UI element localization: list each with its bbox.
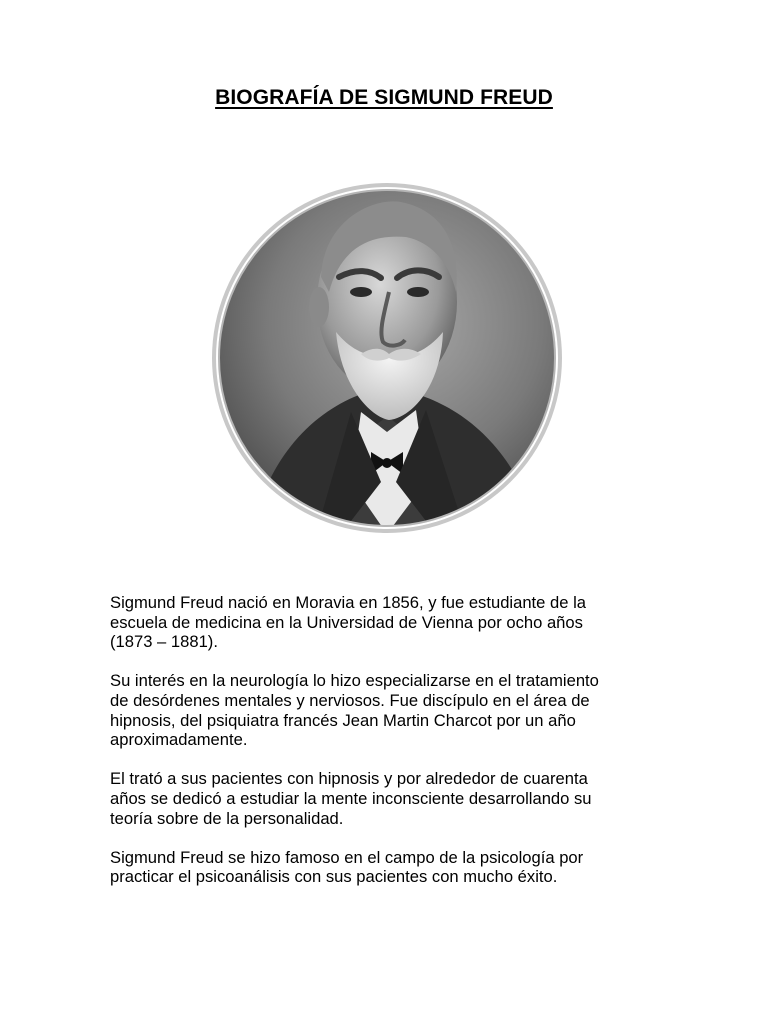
text-line: de desórdenes mentales y nerviosos. Fue discípulo en el área de — [110, 690, 590, 710]
text-line: teoría sobre de la personalidad. — [110, 808, 344, 828]
text-line: escuela de medicina en la Universidad de Vienna por ocho años — [110, 612, 583, 632]
text-line: Sigmund Freud nació en Moravia en 1856, y fue estudiante de la — [110, 593, 586, 612]
page-title: BIOGRAFÍA DE SIGMUND FREUD — [215, 86, 553, 109]
paragraph-fame — [110, 848, 670, 887]
text-line: aproximadamente. — [110, 730, 248, 750]
portrait-photo-icon — [211, 182, 563, 534]
paragraph-neurology — [110, 671, 670, 749]
paragraph-birth — [110, 593, 670, 652]
text-line: practicar el psicoanálisis con sus pacientes con mucho éxito. — [110, 867, 558, 887]
text-line: hipnosis, del psiquiatra francés Jean Martin Charcot por un año — [110, 710, 576, 730]
biography-text — [110, 593, 670, 907]
portrait-photo — [211, 182, 563, 534]
text-line: años se dedicó a estudiar la mente inconsciente desarrollando su — [110, 788, 592, 808]
text-line: (1873 – 1881). — [110, 632, 218, 652]
text-line: El trató a sus pacientes con hipnosis y por alrededor de cuarenta — [110, 769, 588, 789]
text-line: Su interés en la neurología lo hizo especializarse en el tratamiento — [110, 671, 599, 691]
text-line: Sigmund Freud se hizo famoso en el campo de la psicología por — [110, 847, 584, 867]
paragraph-hypnosis — [110, 769, 670, 828]
